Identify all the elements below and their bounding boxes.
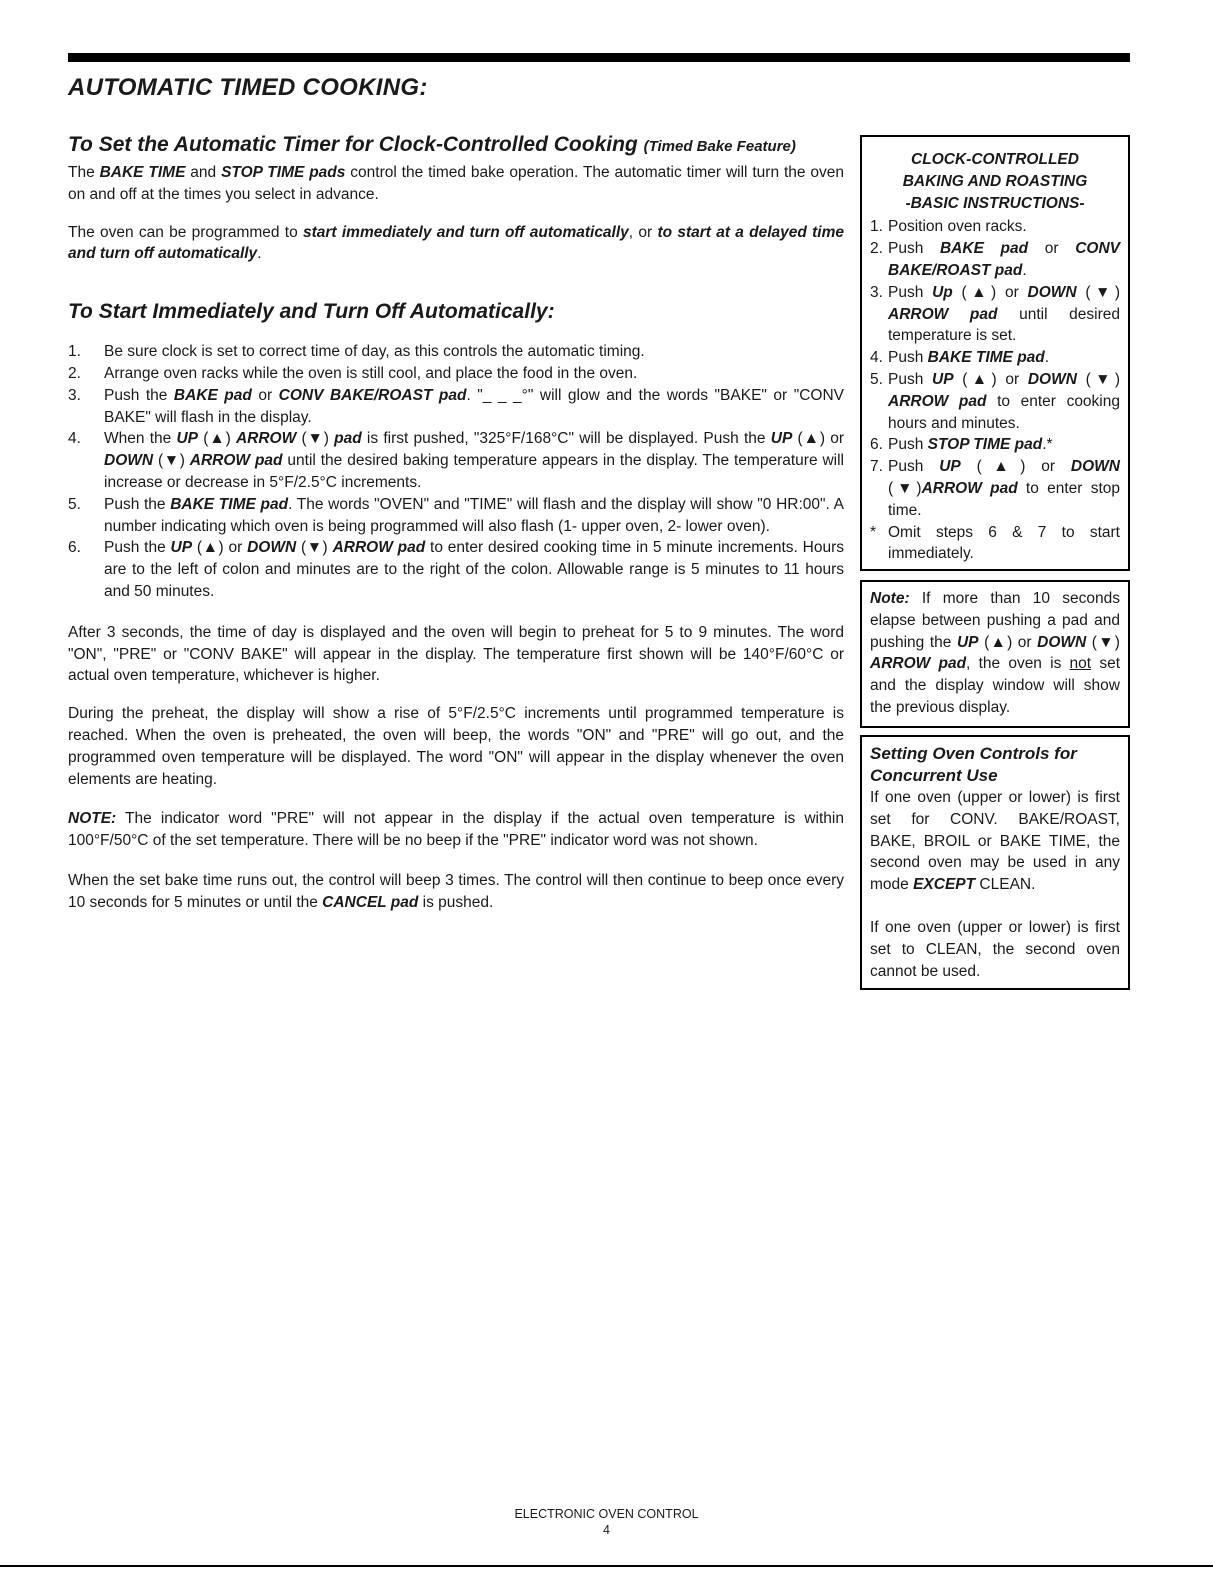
top-rule (68, 53, 1130, 62)
basic-instructions-list (870, 216, 1120, 565)
footer (0, 1506, 1213, 1538)
preheat-paragraph: During the preheat, the display will show a rise of 5°F/2.5°C increments until programmed temperature is reached. When the oven is preheated, the oven will beep, the words "ON" and "PRE" will go out, and the programmed oven temperature will be displayed. The word "ON" will appear in the display whenever the oven elements are heating. (68, 705, 844, 788)
step-1: 1. Be sure clock is set to correct time of day, as this controls the automatic timing. (68, 343, 645, 361)
section1-intro: The BAKE TIME and STOP TIME pads control the timed bake operation. The automatic timer will turn the oven on and off at the times you select in advance. (68, 164, 844, 203)
section1-heading (68, 130, 844, 162)
note-paragraph: NOTE: The indicator word "PRE" will not appear in the display if the actual oven temperature is within 100°F/50°C of the set temperature. There will be no beep if the "PRE" indicator word was not shown. (68, 810, 844, 850)
concurrent-use-p1: If one oven (upper or lower) is first set for CONV. BAKE/ROAST, BAKE, BROIL or BAKE TIME, the second oven may be used in any mode EXCEPT CLEAN. (870, 789, 1120, 894)
page-number: 4 (603, 1523, 610, 1537)
bottom-rule (0, 1565, 1213, 1567)
note-box (860, 580, 1130, 728)
section2-heading: To Start Immediately and Turn Off Automatically: (68, 300, 555, 324)
step-5: 5. Push the BAKE TIME pad. The words "OVEN" and "TIME" will flash and the display will show "0 HR:00". A number indicating which oven is being programmed will also flash (1- upper oven, 2- lower oven). (68, 495, 844, 535)
steps-list (68, 341, 844, 603)
step-4: 4. When the UP (▲) ARROW (▼) pad is first pushed, "325°F/168°C" will be displayed. Push the UP (▲) or DOWN (▼) ARROW pad until the desired baking temperature appears in the display. The temperature will increase or decrease in 5°F/2.5°C increments. (68, 430, 844, 491)
step-3: 3. Push the BAKE pad or CONV BAKE/ROAST pad. "_ _ _°" will glow and the words "BAKE" or "CONV BAKE" will flash in the display. (68, 386, 844, 426)
box-step-1: 1. Position oven racks. (870, 218, 1027, 236)
note-label: NOTE: (68, 810, 117, 828)
end-paragraph: When the set bake time runs out, the control will beep 3 times. The control will then continue to beep once every 10 seconds for 5 minutes or until the CANCEL pad is pushed. (68, 871, 844, 911)
concurrent-use-heading: Setting Oven Controls for Concurrent Use (870, 744, 1077, 785)
section1-heading-sub: (Timed Bake Feature) (643, 138, 796, 155)
concurrent-use-p2: If one oven (upper or lower) is first set to CLEAN, the second oven cannot be used. (870, 918, 1120, 980)
section1-heading-text: To Set the Automatic Timer for Clock-Controlled Cooking (68, 133, 638, 156)
basic-instructions-title: CLOCK-CONTROLLED BAKING AND ROASTING -BASIC INSTRUCTIONS- (902, 151, 1088, 212)
note-box-label: Note: (870, 590, 910, 607)
basic-instructions-box (860, 135, 1130, 571)
main-column (68, 130, 844, 914)
after-paragraph: After 3 seconds, the time of day is displayed and the oven will begin to preheat for 5 to 9 minutes. The word "ON", "PRE" or "CONV BAKE" will appear in the display. The temperature first shown will be 140°F/60°C or actual oven temperature, whichever is higher. (68, 623, 844, 685)
box-step-6: 6. Push STOP TIME pad.* (870, 436, 1053, 454)
footer-title: ELECTRONIC OVEN CONTROL (514, 1507, 699, 1521)
box-step-omit: * Omit steps 6 & 7 to start immediately. (870, 523, 1120, 563)
box-step-3: 3. Push Up (▲) or DOWN (▼) ARROW pad until desired temperature is set. (870, 283, 1120, 345)
box-step-4: 4. Push BAKE TIME pad. (870, 349, 1050, 367)
concurrent-use-box (860, 735, 1130, 990)
box-step-7: 7. Push UP (▲) or DOWN (▼)ARROW pad to enter stop time. (870, 458, 1120, 519)
box-step-5: 5. Push UP (▲) or DOWN (▼) ARROW pad to enter cooking hours and minutes. (870, 370, 1120, 432)
box-step-2: 2. Push BAKE pad or CONV BAKE/ROAST pad. (870, 240, 1120, 279)
note-box-text: Note: If more than 10 seconds elapse between pushing a pad and pushing the UP (▲) or DOWN (▼) ARROW pad, the oven is not set and the display window will show the previous display. (870, 590, 1120, 716)
step-2: 2. Arrange oven racks while the oven is still cool, and place the food in the oven. (68, 364, 638, 382)
step-6: 6. Push the UP (▲) or DOWN (▼) ARROW pad to enter desired cooking time in 5 minute increments. Hours are to the left of colon and minutes are to the right of the colon. Allowable range is 5 minutes to 11 hours and 50 minutes. (68, 539, 844, 600)
page-title: AUTOMATIC TIMED COOKING: (68, 74, 428, 101)
section1-programming: The oven can be programmed to start immediately and turn off automatically, or to start at a delayed time and turn off automatically. (68, 223, 845, 263)
